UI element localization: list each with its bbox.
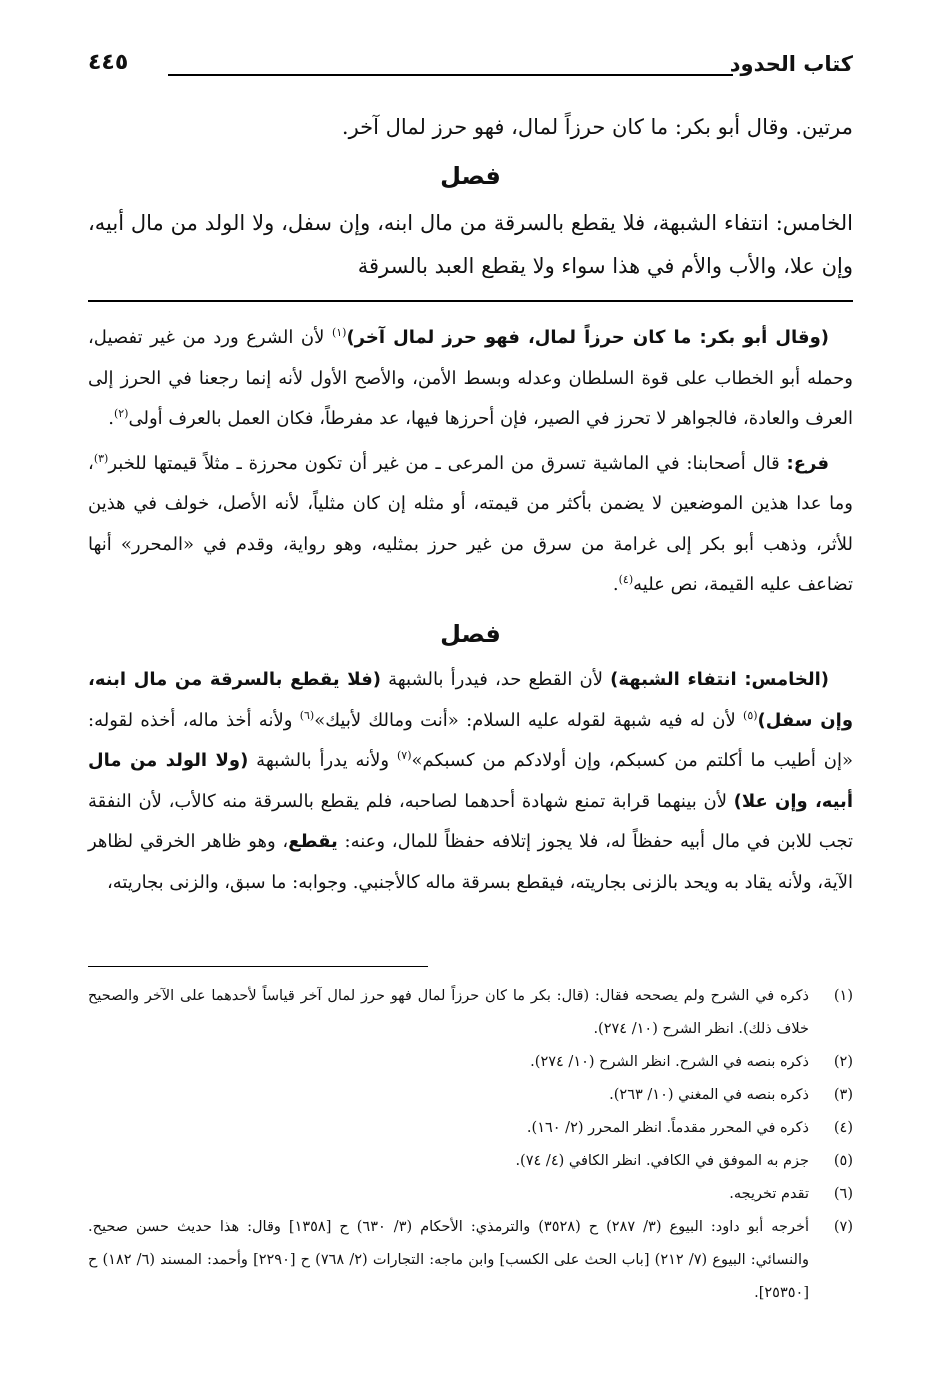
matn-paragraph: الخامس: انتفاء الشبهة، فلا يقطع بالسرقة من مال ابنه، وإن سفل، ولا الولد من مال أبيه، وإن علا، والأب والأم في هذا سواء ولا يقطع العبد بالسرقة	[88, 211, 853, 278]
footnote-ref[interactable]: (٢)	[113, 407, 129, 420]
commentary-text: ولأنه يدرأ بالشبهة	[248, 750, 397, 771]
footnote-ref[interactable]: (٤)	[618, 573, 634, 586]
commentary-text: ولأنه أخذ ماله، أخذه لقوله: «إن أطيب ما أكلتم من كسبكم، وإن أولادكم من كسبكم»	[88, 709, 853, 771]
commentary-text: لأن القطع حد، فيدرأ بالشبهة	[380, 669, 611, 690]
commentary-text: لأن بينهما قرابة تمنع شهادة أحدهما لصاحبه، فلم يقطع بالسرقة منه كالأب، لأن النفقة تجب للابن في مال أبيه حفظاً له، فلا يجوز إتلافه حفظاً للمال، وعنه:	[88, 790, 854, 852]
footnote-text: جزم به الموفق في الكافي. انظر الكافي (٤/ ٧٤).	[515, 1153, 809, 1169]
commentary-text: قال أصحابنا: في الماشية تسرق من المرعى ـ من غير أن تكون محرزة ـ مثلاً قيمتها للخبر	[108, 452, 787, 474]
footnote-ref[interactable]: (٧)	[397, 749, 412, 762]
text-separator	[88, 300, 853, 302]
chapter-title: كتاب الحدود	[729, 52, 853, 76]
footnote-number: (٥)	[833, 1153, 853, 1169]
footnote-text: ذكره بنصه في المغني (١٠/ ٢٦٣).	[609, 1087, 809, 1103]
footnote-text: ذكره في الشرح ولم يصححه فقال: (قال: بكر ما كان حرزاً لمال فهو حرز لمال آخر قياساً لأحدهما على الآخر والصحيح خلاف ذلك). انظر الشرح (١٠/ ٢٧٤).	[88, 988, 809, 1037]
footnote-number: (٢)	[833, 1054, 853, 1070]
commentary-text: ، وهو ظاهر الخرقي لظاهر الآية، ولأنه يقاد به ويحد بالزنى بجاريته، فيقطع بسرقة ماله كالأجنبي. وجوابه: ما سبق، والزنى بجاريته،	[88, 831, 853, 893]
commentary-paragraph	[88, 318, 853, 440]
section-heading: فصل	[440, 162, 501, 190]
punctuation: .	[612, 574, 619, 595]
section-heading: فصل	[440, 619, 501, 648]
punctuation: .	[108, 408, 114, 429]
commentary-text: لأن الشرع ورد من غير تفصيل، وحمله أبو الخطاب على قوة السلطان وعدله وبسط الأمن، والأصح الأول لأنه إنما رجعنا في الحرز إلى العرف والعادة، فالجواهر لا تحرز في الصير، فإن أحرزها فيها، عد مفرطاً، فكان العمل بالعرف أولى	[88, 327, 853, 429]
footnote-item	[88, 980, 853, 1046]
commentary	[88, 318, 853, 907]
footnote-rule	[88, 966, 428, 967]
footnote-text: ذكره في المحرر مقدماً. انظر المحرر (٢/ ١٦٠).	[526, 1120, 809, 1136]
quoted-text: (وقال أبو بكر: ما كان حرزاً لمال، فهو حرز لمال آخر)	[346, 327, 829, 348]
footnote-ref[interactable]: (١)	[331, 326, 347, 339]
footnote-item	[88, 1046, 853, 1079]
footnote-text: أخرجه أبو داود: البيوع (٣/ ٢٨٧) ح (٣٥٢٨) والترمذي: الأحكام (٣/ ٦٣٠) ح [١٣٥٨] وقال: هذا حديث حسن صحيح. والنسائي: البيوع (٧/ ٢١٢) [باب الحث على الكسب] وابن ماجه: التجارات (٢/ ٧٦٨) ح [٢٢٩٠] وأحمد: المسند (٦/ ١٨٢) ح [٢٥٣٥٠].	[88, 1219, 809, 1301]
commentary-text: ، وما عدا هذين الموضعين لا يضمن بأكثر من قيمته، أو مثله إن كان مثلياً، لأنه الأصل، خولف في هذين للأثر، وذهب أبو بكر إلى غرامة من سرق من غير حرز بمثليه، وهو رواية، وقدم في «المحرر» أنها تضاعف عليه القيمة، نص عليه	[88, 452, 853, 595]
footnote-ref[interactable]: (٦)	[299, 708, 315, 722]
footnote-number: (٤)	[833, 1120, 853, 1136]
commentary-text: لأن له فيه شبهة لقوله عليه السلام: «أنت ومالك لأبيك»	[314, 709, 744, 731]
running-header	[88, 44, 853, 84]
footnote-item	[88, 1079, 853, 1112]
header-rule	[168, 74, 733, 76]
footnotes	[88, 980, 853, 1310]
footnote-number: (١)	[833, 988, 853, 1004]
commentary-paragraph	[88, 444, 853, 606]
footnote-number: (٧)	[833, 1219, 853, 1235]
footnote-text: تقدم تخريجه.	[729, 1186, 809, 1202]
matn-line: مرتين. وقال أبو بكر: ما كان حرزاً لمال، فهو حرز لمال آخر.	[341, 115, 853, 139]
quoted-text: (الخامس: انتفاء الشبهة)	[610, 669, 829, 690]
footnote-number: (٦)	[833, 1186, 853, 1202]
footnote-item	[88, 1145, 853, 1178]
quoted-text: (فلا يقطع بالسرقة من مال ابنه، وإن سفل)	[88, 669, 854, 731]
footnote-item	[88, 1178, 853, 1211]
page-number: ٤٤٥	[88, 50, 129, 75]
main-text	[88, 106, 853, 288]
footnote-text: ذكره بنصه في الشرح. انظر الشرح (١٠/ ٢٧٤).	[530, 1054, 809, 1070]
commentary-paragraph	[88, 660, 853, 903]
footnote-item	[88, 1211, 853, 1310]
footnote-number: (٣)	[833, 1087, 853, 1103]
quoted-text: يقطع	[288, 831, 338, 852]
footnote-ref[interactable]: (٥)	[743, 708, 758, 722]
footnote-ref[interactable]: (٣)	[93, 451, 109, 465]
footnote-item	[88, 1112, 853, 1145]
quoted-text: فرع:	[786, 452, 829, 474]
quoted-text: (ولا الولد من مال أبيه، وإن علا)	[88, 750, 853, 812]
book-page	[88, 0, 853, 1375]
